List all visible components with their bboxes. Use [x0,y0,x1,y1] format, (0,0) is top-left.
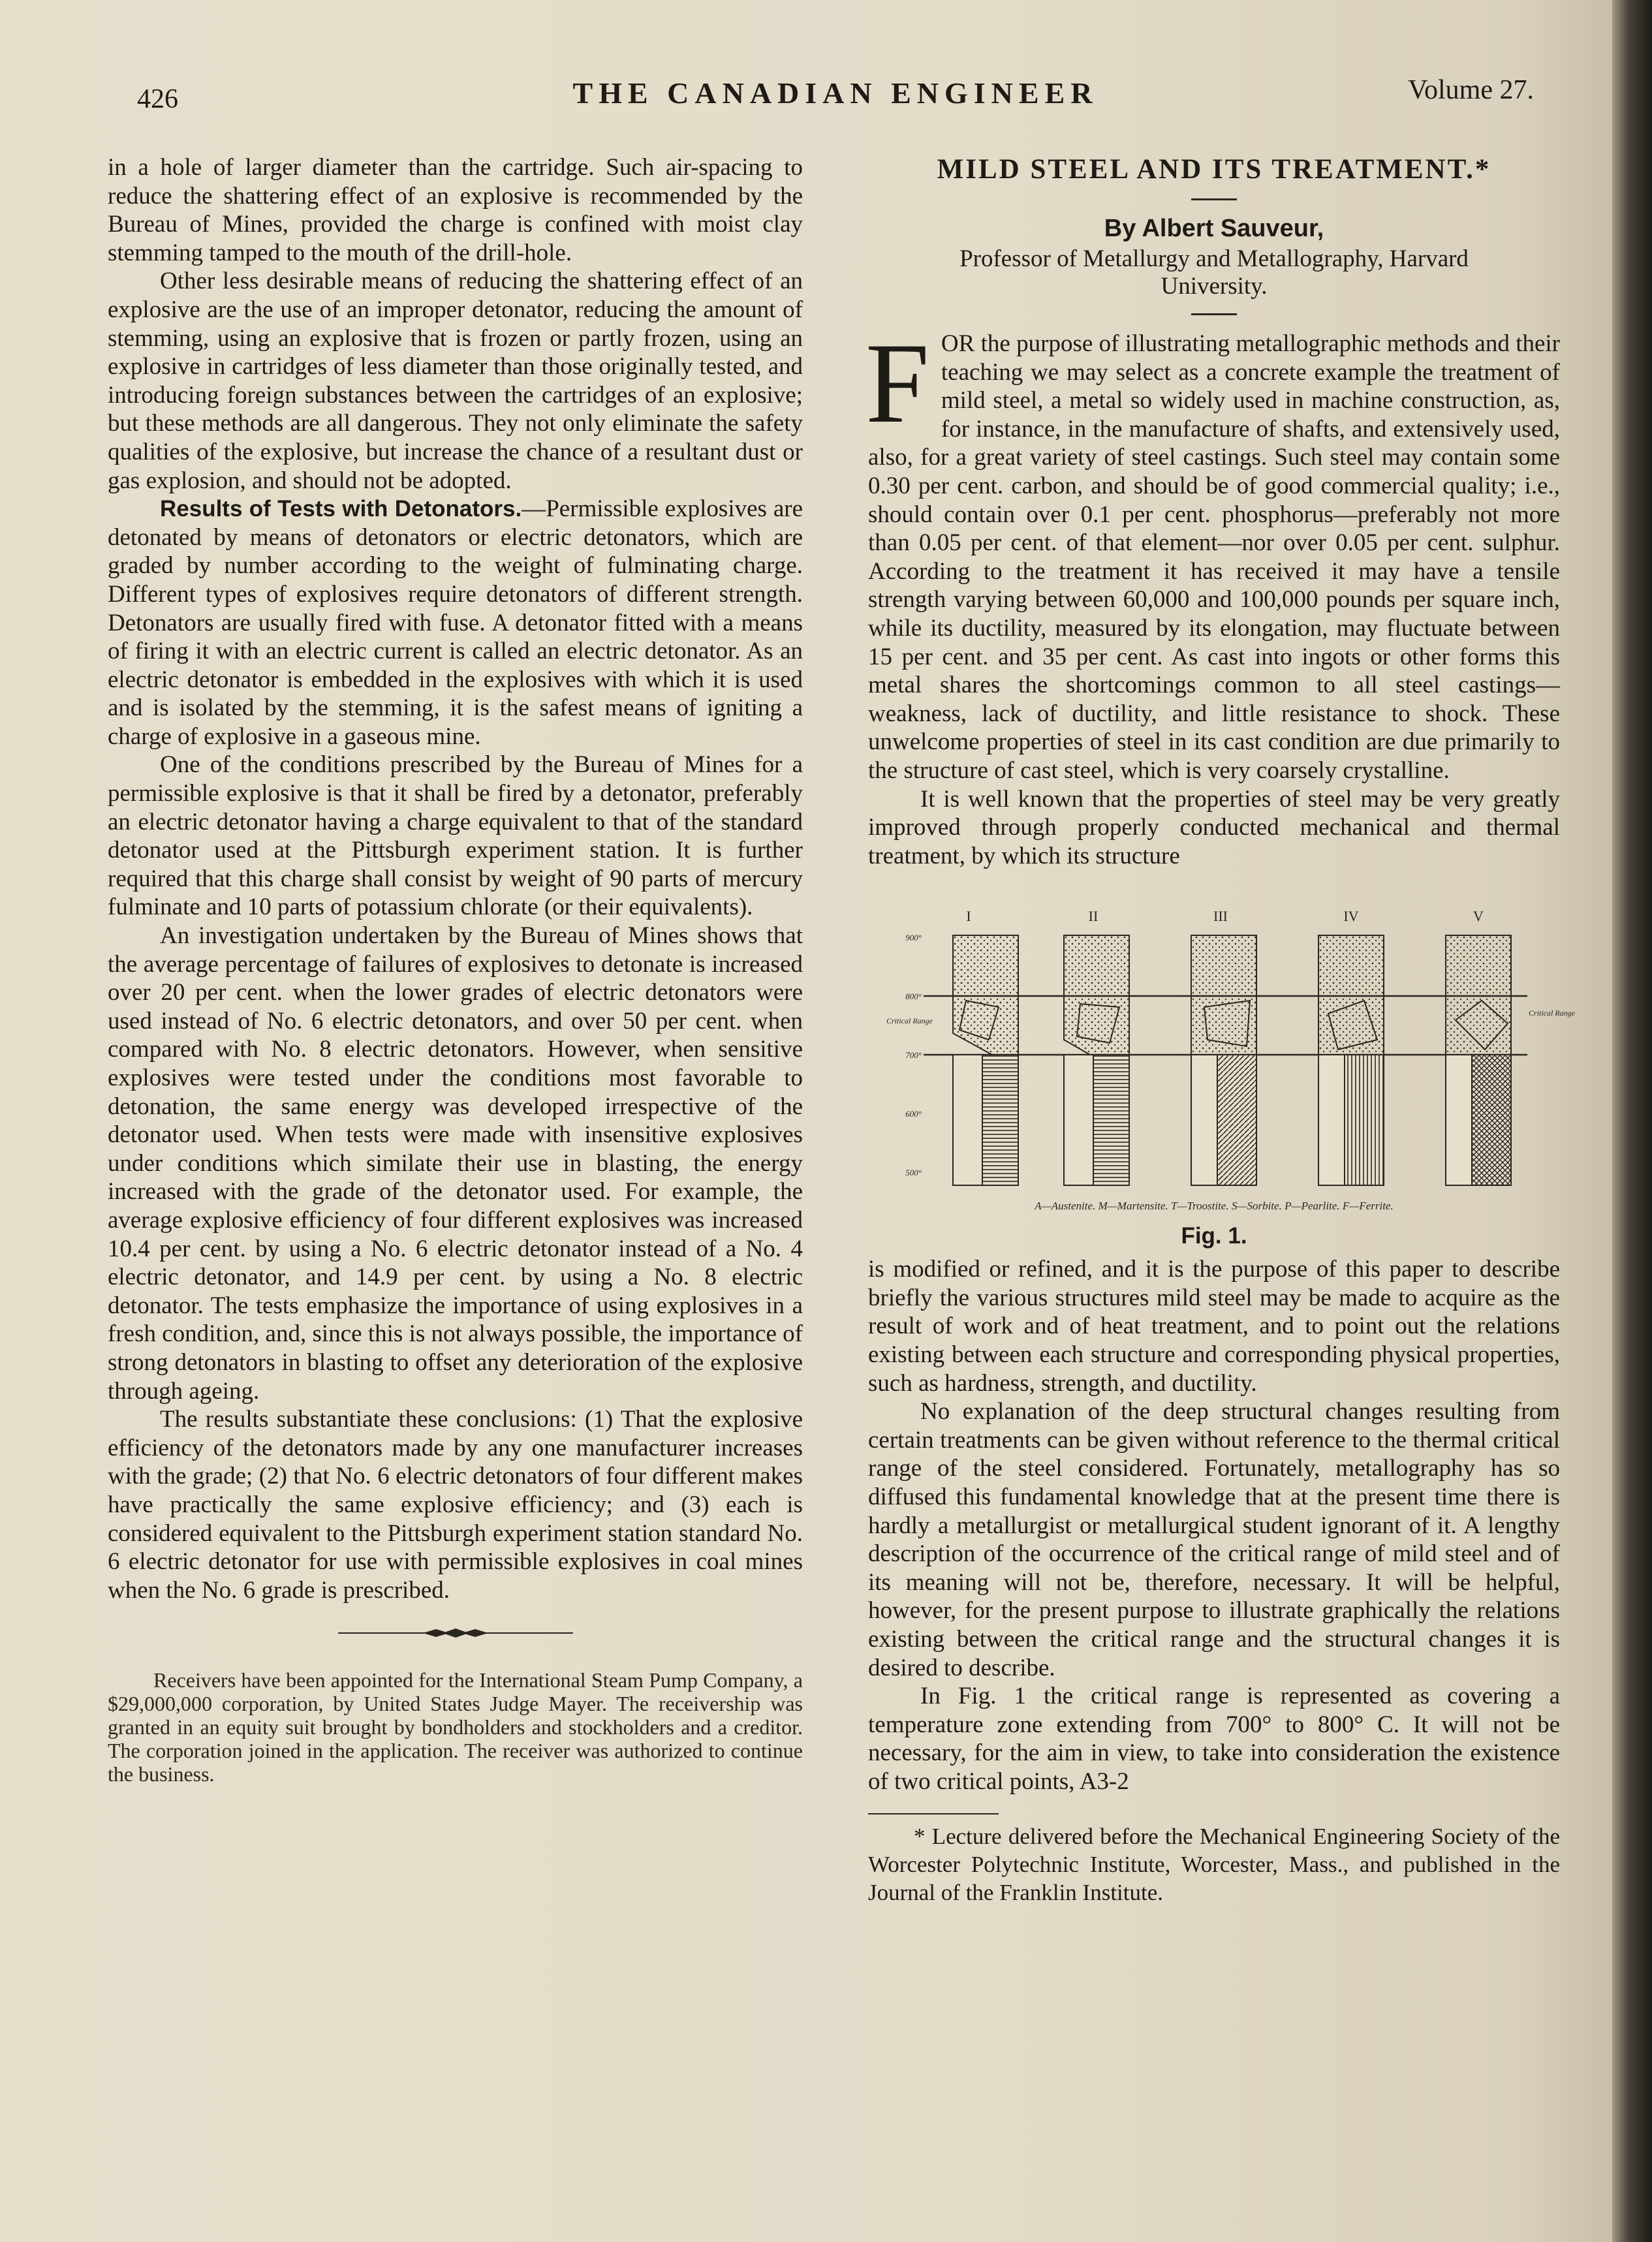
column-label: IV [1343,908,1359,925]
ornamental-divider [108,1627,803,1640]
temp-label: 500° [905,1168,922,1178]
figure-1 [868,908,1575,1255]
column-label: III [1213,908,1228,925]
paragraph-body: OR the purpose of illustrating metallographic methods and their teaching we may select as a concrete example the treatment of mild steel, a metal so widely used in machine construction, as, for instance, in the manufacture of shafts, and extensively used, also, for a great variety of steel castings. Such steel may contain some 0.30 per cent. carbon, and should be of good commercial quality; i.e., should contain over 0.1 per cent. phosphorus—preferably not more than 0.05 per cent. of that element—nor over 0.05 per cent. sulphur. According to the treatment it has received it may have a tensile strength varying between 60,000 and 100,000 pounds per square inch, while its ductility, measured by its elongation, may fluctuate between 15 per cent. and 35 per cent. As cast into ingots or other forms this metal shares the shortcomings common to all steel castings—weakness, lack of ductility, and little resistance to shock. These unwelcome properties of steel in its cast condition are due primarily to the structure of cast steel, which is very coarsely crystalline. [868,330,1560,784]
paragraph: in a hole of larger diameter than the cartridge. Such air-spacing to reduce the shattering effect of an explosive is recommended by the Bureau of Mines, provided the charge is confined with moist clay stemming tamped to the mouth of the drill-hole. [108,154,803,266]
author-byline: By Albert Sauveur, [1104,215,1324,242]
drop-cap: F [865,320,929,447]
paragraph: Other less desirable means of reducing the shattering effect of an explosive are the use of an improper detonator, reducing the amount of stemming, using an explosive that is frozen or partly frozen, using an explosive in cartridges of less diameter than those originally tested, and introducing foreign substances between the cartridges of an explosive; but these methods are all dangerous. They not only eliminate the safety qualities of the explosive, but increase the chance of a resultant dust or gas explosion, and should not be adopted. [108,268,803,494]
article-title: MILD STEEL AND ITS TREATMENT.* [937,154,1491,185]
section-heading: Results of Tests with Detonators. [160,496,522,522]
page-number: 426 [137,84,178,114]
volume-label: Volume 27. [1408,75,1534,105]
author-affiliation: Professor of Metallurgy and Metallography, Harvard University. [959,245,1469,300]
figure-legend: A—Austenite. M—Martensite. T—Troostite. S—Sorbite. P—Pearlite. F—Ferrite. [1035,1200,1394,1213]
critical-range-label-right: Critical Range [1529,1008,1575,1018]
paragraph [108,495,803,751]
news-item: Receivers have been appointed for the International Steam Pump Company, a $29,000,000 corporation, by United States Judge Mayer. The receivership was granted in an equity suit brought by bondholders and stockholders and a creditor. The corporation joined in the application. The receiver was authorized to continue the business. [108,1668,803,1786]
figure-caption: Fig. 1. [1181,1223,1247,1249]
paragraph: No explanation of the deep structural changes resulting from certain treatments can be given without reference to the thermal critical range of the steel considered. Fortunately, metallography has so diffused this fundamental knowledge that at the present time there is hardly a metallurgist or metallurgical student ignorant of it. A lengthy description of the occurrence of the critical range of mild steel and of its meaning will not be, therefore, necessary. It will be helpful, however, for the present purpose to illustrate graphically the relations existing between the critical range and the structural changes it is desired to describe. [868,1398,1560,1681]
column-label: II [1088,908,1099,925]
specimen-V [1446,908,1511,1185]
paragraph: The results substantiate these conclusions: (1) That the explosive efficiency of the detonators made by any one manufacturer increases with the grade; (2) that No. 6 electric detonators of four different makes have practically the same explosive efficiency; and (3) each is considered equivalent to the Pittsburgh experiment station standard No. 6 electric detonator for use with permissible explosives in coal mines when the No. 6 grade is prescribed. [108,1406,803,1604]
temp-label: 700° [905,1050,922,1061]
temp-label: 900° [905,933,922,943]
right-column [865,153,1575,1907]
temp-label: 600° [905,1109,922,1119]
specimen-II [1064,908,1129,1185]
divider-ornament-icon [338,1627,573,1640]
temperature-scale [905,933,922,1177]
temp-label: 800° [905,991,922,1002]
specimen-IV [1318,908,1384,1185]
paragraph: An investigation undertaken by the Bureau of Mines shows that the average percentage of failures of explosives to detonate is increased over 20 per cent. when the lower grades of electric detonators were used instead of No. 6 electric detonators, and over 50 per cent. when compared with No. 8 electric detonators. However, when sensitive explosives were tested under the conditions most favorable to detonation, the same energy was developed irrespective of the detonator used. When tests were made with insensitive explosives under conditions which similate their use in blasting, the energy increased with the grade of the detonator used. For example, the average explosive efficiency of four different explosives was increased 10.4 per cent. by using a No. 6 electric detonator instead of a No. 4 electric detonator, and 14.9 per cent. by using a No. 8 electric detonator. The tests emphasize the importance of using explosives in a fresh condition, and, since this is not always possible, the importance of strong detonators in blasting to offset any deterioration of the explosive through ageing. [108,922,803,1405]
specimen-III [1191,908,1256,1185]
footnote-rule [868,1813,999,1814]
paragraph-body: —Permissible explosives are detonated by means of detonators or electric detonators, which are graded by number according to the weight of fulminating charge. Different types of explosives require detonators of different strength. Detonators are usually fired with fuse. A detonator fitted with a means of firing it with an electric current is called an electric detonator. As an electric detonator is embedded in the explosives with which it is used and is isolated by the stemming, it is the safest means of igniting a charge of explosive in a gaseous mine. [108,495,803,750]
footnote: * Lecture delivered before the Mechanical Engineering Society of the Worcester Polytechnic Institute, Worcester, Mass., and published in the Journal of the Franklin Institute. [868,1823,1560,1905]
structure-diagram [868,908,1575,1216]
paragraph [865,320,1560,785]
left-column [108,153,803,1786]
critical-range-label-left: Critical Range [886,1016,933,1026]
column-label: V [1473,908,1484,925]
book-spine-shadow [1612,0,1652,2242]
paragraph: One of the conditions prescribed by the Bureau of Mines for a permissible explosive is that it shall be fired by a detonator, preferably an electric detonator having a charge equivalent to that of the standard detonator used at the Pittsburgh experiment station. It is further required that this charge shall consist by weight of 90 parts of mercury fulminate and 10 parts of potassium chlorate (or their equivalents). [108,751,803,921]
journal-title: THE CANADIAN ENGINEER [572,76,1099,110]
affiliation-rule [1191,313,1237,315]
running-head [137,70,1534,116]
paragraph: is modified or refined, and it is the purpose of this paper to describe briefly the various structures mild steel may be made to acquire as the result of work and of heat treatment, and to point out the relations existing between each structure and corresponding physical properties, such as hardness, strength, and ductility. [868,1256,1560,1397]
paragraph: It is well known that the properties of steel may be very greatly improved through properly conducted mechanical and thermal treatment, by which its structure [868,785,1560,869]
column-label: I [966,908,971,925]
title-rule [1191,198,1237,200]
paragraph: In Fig. 1 the critical range is represented as covering a temperature zone extending from 700° to 800° C. It will not be necessary, for the aim in view, to take into consideration the existence of two critical points, A3-2 [868,1683,1560,1795]
specimen-I [953,908,1018,1185]
